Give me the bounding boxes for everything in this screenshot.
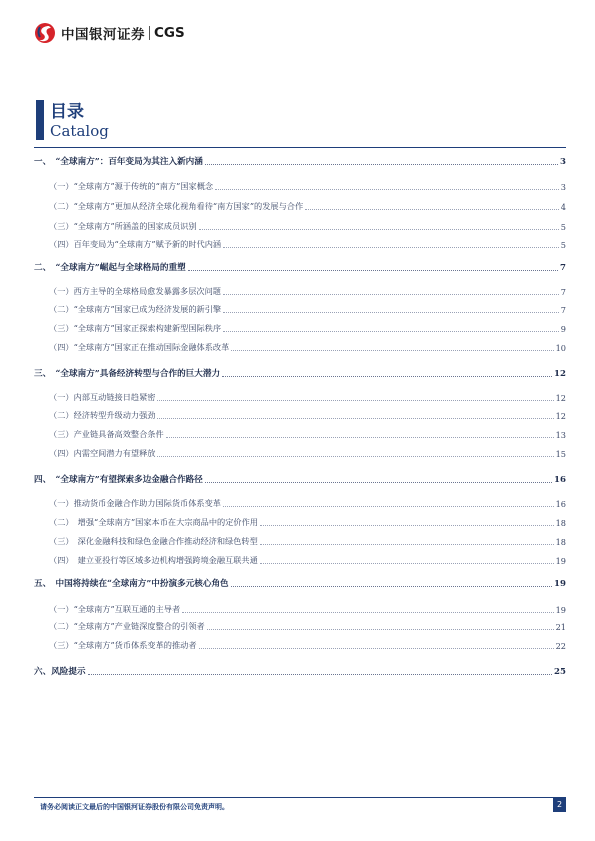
page-number: 2 [553, 798, 566, 812]
cgs-logo-icon [34, 22, 56, 44]
toc-dot-leader [88, 673, 552, 675]
toc-subsection-entry[interactable] [34, 221, 566, 232]
brand-header [34, 22, 185, 44]
toc-page-number: 4 [560, 202, 566, 212]
toc-dot-leader [188, 269, 558, 271]
toc-page-number: 12 [555, 393, 566, 403]
toc-entry-title: 六、风险提示 [34, 667, 86, 677]
toc-entry-title: （三） 深化金融科技和绿色金融合作推动经济和绿色转型 [49, 536, 258, 546]
toc-subsection-entry[interactable] [34, 181, 566, 192]
toc-page-number: 18 [555, 537, 566, 547]
toc-dot-leader [199, 228, 559, 230]
toc-entry-title: （二）“全球南方”产业链深度整合的引领者 [49, 621, 205, 631]
toc-dot-leader [260, 562, 554, 564]
toc-dot-leader [222, 375, 552, 377]
toc-subsection-entry[interactable] [34, 555, 566, 566]
toc-entry-title: 一、 “全球南方”：百年变局为其注入新内涵 [34, 157, 203, 167]
toc-subsection-entry[interactable] [34, 498, 566, 509]
toc-dot-leader [223, 311, 559, 313]
toc-entry-title: （二）“全球南方”更加从经济全球化视角看待“南方国家”的发展与合作 [49, 201, 304, 211]
toc-page-number: 12 [555, 411, 566, 421]
title-divider [34, 147, 566, 148]
toc-page-number: 3 [560, 182, 566, 192]
toc-entry-title: 二、 “全球南方”崛起与全球格局的重塑 [34, 263, 186, 273]
toc-subsection-entry[interactable] [34, 323, 566, 334]
toc-page-number: 5 [560, 240, 566, 250]
toc-page-number: 5 [560, 222, 566, 232]
toc-dot-leader [157, 455, 553, 457]
page-title-cn: 目录 [50, 102, 84, 122]
toc-dot-leader [166, 436, 554, 438]
toc-entry-title: （四）内需空间潜力有望释放 [49, 448, 156, 458]
toc-subsection-entry[interactable] [34, 536, 566, 547]
toc-entry-title: （三）“全球南方”所涵盖的国家成员识别 [49, 221, 197, 231]
toc-entry-title: 三、 “全球南方”具备经济转型与合作的巨大潜力 [34, 369, 221, 379]
toc-entry-title: （一）“全球南方”源于传统的“南方”国家概念 [49, 181, 214, 191]
toc-section-entry[interactable] [34, 577, 566, 589]
toc-page-number: 10 [555, 343, 566, 353]
toc-entry-title: （二）“全球南方”国家已成为经济发展的新引擎 [49, 304, 222, 314]
brand-name-en: CGS [154, 25, 185, 41]
toc-entry-title: （二） 增强“全球南方”国家本币在大宗商品中的定价作用 [49, 517, 258, 527]
toc-entry-title: （四）“全球南方”国家正在推动国际金融体系改革 [49, 342, 230, 352]
brand-name-cn: 中国银河证券 [61, 27, 145, 43]
toc-subsection-entry[interactable] [34, 201, 566, 212]
toc-section-entry[interactable] [34, 261, 566, 273]
toc-page-number: 16 [554, 475, 566, 485]
toc-page-number: 16 [555, 499, 566, 509]
toc-subsection-entry[interactable] [34, 640, 566, 651]
toc-dot-leader [199, 647, 554, 649]
toc-dot-leader [182, 611, 553, 613]
toc-dot-leader [231, 585, 552, 587]
toc-subsection-entry[interactable] [34, 239, 566, 250]
toc-dot-leader [215, 188, 559, 190]
toc-entry-title: （一）“全球南方”互联互通的主导者 [49, 604, 181, 614]
toc-subsection-entry[interactable] [34, 304, 566, 315]
toc-dot-leader [207, 628, 554, 630]
toc-page-number: 25 [554, 667, 566, 677]
toc-entry-title: 四、 “全球南方”有望探索多边金融合作路径 [34, 475, 203, 485]
toc-subsection-entry[interactable] [34, 604, 566, 615]
toc-subsection-entry[interactable] [34, 410, 566, 421]
toc-dot-leader [260, 543, 554, 545]
toc-entry-title: （一）西方主导的全球格局愈发暴露多层次问题 [49, 286, 221, 296]
toc-page-number: 22 [555, 641, 566, 651]
toc-page-number: 3 [560, 157, 566, 167]
toc-entry-title: 五、 中国将持续在“全球南方”中扮演多元核心角色 [34, 579, 229, 589]
toc-dot-leader [223, 330, 559, 332]
footer-divider [34, 797, 566, 798]
footer-disclaimer: 请务必阅读正文最后的中国银河证券股份有限公司免责声明。 [40, 803, 229, 811]
brand-divider [149, 26, 150, 40]
toc-page-number: 9 [560, 324, 566, 334]
toc-page-number: 7 [560, 263, 566, 273]
toc-dot-leader [205, 481, 552, 483]
toc-subsection-entry[interactable] [34, 342, 566, 353]
toc-page-number: 19 [555, 556, 566, 566]
toc-entry-title: （四） 建立亚投行等区域多边机构增强跨境金融互联共通 [49, 555, 258, 565]
toc-entry-title: （三）产业链具备高效整合条件 [49, 429, 164, 439]
toc-entry-title: （三）“全球南方”货币体系变革的推动者 [49, 640, 197, 650]
toc-page-number: 15 [555, 449, 566, 459]
toc-entry-title: （二）经济转型升级动力强劲 [49, 410, 156, 420]
toc-section-entry[interactable] [34, 473, 566, 485]
title-accent-bar [36, 100, 44, 140]
toc-dot-leader [305, 208, 559, 210]
toc-page-number: 7 [560, 305, 566, 315]
toc-page-number: 18 [555, 518, 566, 528]
toc-page-number: 21 [555, 622, 566, 632]
toc-page-number: 13 [555, 430, 566, 440]
toc-subsection-entry[interactable] [34, 286, 566, 297]
toc-page-number: 12 [554, 369, 566, 379]
toc-entry-title: （一）推动货币金融合作助力国际货币体系变革 [49, 498, 221, 508]
toc-subsection-entry[interactable] [34, 517, 566, 528]
toc-dot-leader [260, 524, 554, 526]
toc-section-entry[interactable] [34, 665, 566, 677]
toc-page-number: 19 [554, 579, 566, 589]
toc-section-entry[interactable] [34, 367, 566, 379]
toc-entry-title: （三）“全球南方”国家正探索构建新型国际秩序 [49, 323, 222, 333]
toc-dot-leader [223, 293, 559, 295]
toc-dot-leader [205, 163, 558, 165]
toc-dot-leader [223, 505, 554, 507]
toc-dot-leader [223, 246, 559, 248]
toc-subsection-entry[interactable] [34, 429, 566, 440]
toc-section-entry[interactable] [34, 155, 566, 167]
toc-page-number: 19 [555, 605, 566, 615]
toc-subsection-entry[interactable] [34, 448, 566, 459]
toc-dot-leader [157, 399, 553, 401]
toc-entry-title: （一）内部互动链接日趋紧密 [49, 392, 156, 402]
page-title-en: Catalog [50, 122, 109, 140]
toc-dot-leader [231, 349, 553, 351]
toc-subsection-entry[interactable] [34, 621, 566, 632]
toc-page-number: 7 [560, 287, 566, 297]
toc-dot-leader [157, 417, 553, 419]
toc-subsection-entry[interactable] [34, 392, 566, 403]
toc-entry-title: （四）百年变局为“全球南方”赋予新的时代内涵 [49, 239, 222, 249]
